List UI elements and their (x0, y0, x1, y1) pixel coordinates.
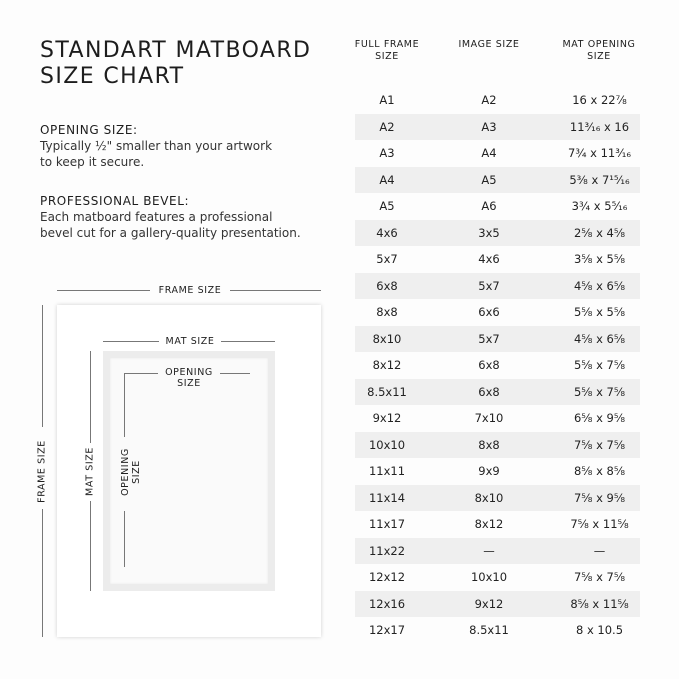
frame-size-line-left (57, 290, 150, 291)
cell-image-size: 8x10 (474, 490, 504, 505)
header-line: SIZE (587, 51, 611, 62)
cell-mat-opening-size: 5⅝ x 7⅝ (573, 358, 626, 373)
cell-mat-opening-size: 5⅝ x 7⅝ (573, 384, 626, 399)
table-row (355, 564, 640, 591)
cell-full-frame-size: 11x22 (368, 543, 406, 558)
cell-full-frame-size: 11x14 (368, 490, 406, 505)
cell-full-frame-size: 11x17 (368, 517, 406, 532)
cell-image-size: 7x10 (474, 411, 504, 426)
title-line-2: SIZE CHART (40, 64, 185, 89)
header-mat-opening-size (556, 39, 642, 63)
cell-mat-opening-size: 3⅝ x 5⅝ (573, 252, 626, 267)
table-row (355, 193, 640, 220)
table-row (355, 379, 640, 406)
cell-full-frame-size: A4 (379, 172, 395, 187)
mat-size-vertical-label: MAT SIZE (84, 447, 96, 496)
table-row (355, 167, 640, 194)
cell-image-size: 6x8 (478, 384, 500, 399)
cell-image-size: — (483, 543, 495, 558)
cell-mat-opening-size: 2⅝ x 4⅝ (573, 225, 626, 240)
opening-size-vertical-label (120, 443, 142, 501)
header-line: SIZE (375, 51, 399, 62)
professional-bevel-line: Each matboard features a professional (40, 210, 273, 224)
cell-full-frame-size: A1 (379, 93, 395, 108)
cell-mat-opening-size: 5⅜ x 7¹⁵⁄₁₆ (569, 172, 630, 187)
cell-image-size: 6x8 (478, 358, 500, 373)
cell-mat-opening-size: 4⅝ x 6⅝ (573, 331, 626, 346)
cell-full-frame-size: 12x12 (368, 570, 406, 585)
cell-mat-opening-size: — (593, 543, 606, 558)
header-line: MAT OPENING (562, 39, 636, 50)
opening-size-vline-top (124, 373, 125, 437)
cell-image-size: 8.5x11 (469, 623, 509, 638)
frame-size-vline-top (42, 305, 43, 427)
opening-size-line-right (220, 373, 250, 374)
table-row (355, 617, 640, 644)
cell-full-frame-size: 11x11 (368, 464, 406, 479)
mat-size-line-left (103, 341, 159, 342)
cell-image-size: A2 (481, 93, 497, 108)
header-full-frame-size (352, 39, 422, 63)
table-row (355, 405, 640, 432)
header-image-size (452, 39, 526, 51)
opening-size-vlabel-line2: SIZE (131, 460, 142, 484)
table-row (355, 114, 640, 141)
cell-image-size: 6x6 (478, 305, 500, 320)
table-row (355, 273, 640, 300)
cell-full-frame-size: 8x12 (372, 358, 402, 373)
frame-size-vline-bottom (42, 509, 43, 637)
frame-size-vertical-label: FRAME SIZE (36, 440, 48, 503)
mat-size-label: MAT SIZE (165, 336, 215, 347)
cell-image-size: A3 (481, 119, 497, 134)
page-title (40, 38, 340, 90)
cell-mat-opening-size: 7⅝ x 11⅝ (570, 517, 629, 532)
header-line: IMAGE SIZE (458, 39, 520, 50)
cell-full-frame-size: 12x17 (368, 623, 406, 638)
cell-image-size: 9x9 (478, 464, 500, 479)
title-line-1: STANDART MATBOARD (40, 38, 312, 63)
table-row (355, 591, 640, 618)
cell-full-frame-size: 5x7 (376, 252, 398, 267)
opening-size-heading: OPENING SIZE: (40, 123, 138, 137)
cell-image-size: 4x6 (478, 252, 500, 267)
cell-mat-opening-size: 11³⁄₁₆ x 16 (569, 119, 630, 134)
table-row (355, 458, 640, 485)
cell-image-size: 5x7 (478, 278, 500, 293)
cell-image-size: A4 (481, 146, 497, 161)
cell-mat-opening-size: 7¾ x 11³⁄₁₆ (568, 146, 631, 161)
opening-size-label-line2: SIZE (177, 378, 201, 389)
cell-mat-opening-size: 4⅝ x 6⅝ (573, 278, 626, 293)
cell-mat-opening-size: 7⅝ x 7⅝ (573, 437, 626, 452)
cell-image-size: A5 (481, 172, 497, 187)
cell-full-frame-size: 8x10 (372, 331, 402, 346)
professional-bevel-description (40, 209, 340, 241)
opening-size-description (40, 138, 340, 170)
opening-size-label (160, 367, 218, 389)
opening-size-vline-bottom (124, 511, 125, 567)
cell-mat-opening-size: 5⅝ x 5⅝ (573, 305, 626, 320)
cell-full-frame-size: 8.5x11 (367, 384, 407, 399)
cell-full-frame-size: 6x8 (376, 278, 398, 293)
header-line: FULL FRAME (354, 39, 420, 50)
cell-full-frame-size: A3 (379, 146, 395, 161)
cell-full-frame-size: 4x6 (376, 225, 398, 240)
opening-size-line: to keep it secure. (40, 155, 145, 169)
mat-size-vline-top (90, 351, 91, 443)
cell-mat-opening-size: 7⅝ x 7⅝ (573, 570, 626, 585)
table-row (355, 511, 640, 538)
table-row (355, 538, 640, 565)
table-row (355, 87, 640, 114)
professional-bevel-line: bevel cut for a gallery-quality presentation. (40, 226, 301, 240)
professional-bevel-heading: PROFESSIONAL BEVEL: (40, 194, 190, 208)
cell-image-size: 8x12 (474, 517, 504, 532)
cell-full-frame-size: 12x16 (368, 596, 406, 611)
cell-image-size: 8x8 (478, 437, 500, 452)
opening-size-line-left (124, 373, 158, 374)
cell-image-size: 3x5 (478, 225, 500, 240)
cell-image-size: A6 (481, 199, 497, 214)
table-row (355, 220, 640, 247)
cell-mat-opening-size: 8 x 10.5 (575, 623, 624, 638)
cell-mat-opening-size: 8⅝ x 11⅝ (570, 596, 629, 611)
cell-mat-opening-size: 16 x 22⅞ (572, 93, 627, 108)
cell-full-frame-size: 8x8 (376, 305, 398, 320)
mat-size-line-right (221, 341, 275, 342)
table-row (355, 140, 640, 167)
cell-full-frame-size: 10x10 (368, 437, 406, 452)
cell-full-frame-size: 9x12 (372, 411, 402, 426)
cell-full-frame-size: A2 (379, 119, 395, 134)
opening-size-vlabel-line1: OPENING (120, 448, 131, 496)
cell-mat-opening-size: 7⅝ x 9⅝ (573, 490, 626, 505)
table-row (355, 485, 640, 512)
cell-mat-opening-size: 3¾ x 5⁵⁄₁₆ (571, 199, 628, 214)
opening-size-label-line1: OPENING (165, 367, 213, 378)
frame-size-label: FRAME SIZE (158, 285, 222, 296)
table-row (355, 299, 640, 326)
cell-mat-opening-size: 8⅝ x 8⅝ (573, 464, 626, 479)
mat-size-vline-bottom (90, 501, 91, 591)
opening-size-line: Typically ½" smaller than your artwork (40, 139, 273, 153)
cell-image-size: 5x7 (478, 331, 500, 346)
cell-full-frame-size: A5 (379, 199, 395, 214)
cell-image-size: 10x10 (470, 570, 508, 585)
table-row (355, 326, 640, 353)
frame-size-line-right (230, 290, 321, 291)
table-row (355, 432, 640, 459)
cell-mat-opening-size: 6⅝ x 9⅝ (573, 411, 626, 426)
table-row (355, 246, 640, 273)
cell-image-size: 9x12 (474, 596, 504, 611)
table-row (355, 352, 640, 379)
